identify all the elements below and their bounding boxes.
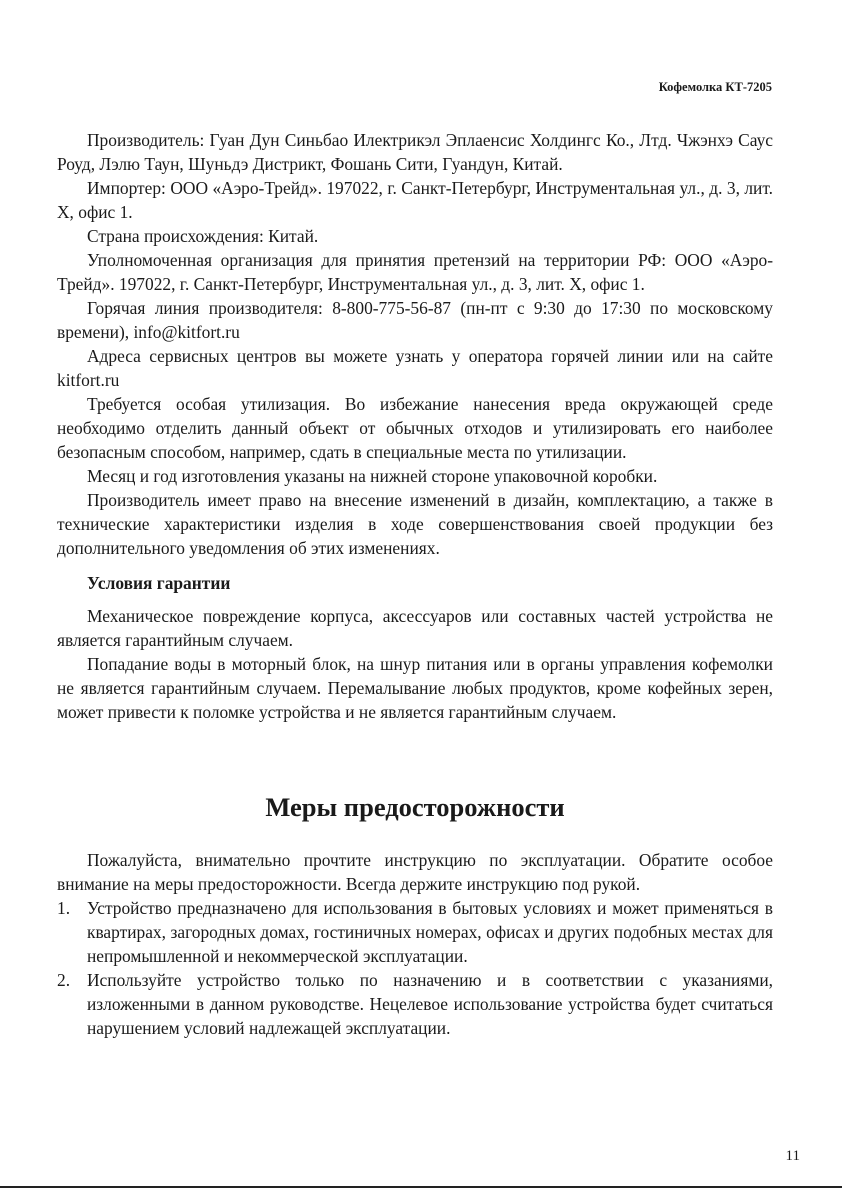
service-centers-paragraph: Адреса сервисных центров вы можете узнать у оператора горячей линии или на сайте kitfort.ru [57, 346, 773, 390]
list-item-number: 1. [57, 898, 71, 918]
safety-intro: Пожалуйста, внимательно прочтите инструкцию по эксплуатации. Обратите особое внимание на меры предосторожности. Всегда держите инструкцию под рукой. [57, 850, 773, 894]
manufacture-date-paragraph: Месяц и год изготовления указаны на нижней стороне упаковочной коробки. [87, 466, 658, 486]
list-item [57, 968, 773, 1040]
manufacturer-paragraph: Производитель: Гуан Дун Синьбао Илектрикэл Эплаенсис Холдингс Ко., Лтд. Чжэнхэ Саус Роуд, Лэлю Таун, Шуньдэ Дистрикт, Фошань Сити, Гуандун, Китай. [57, 130, 773, 174]
safety-title: Меры предосторожности [265, 792, 565, 822]
importer-paragraph: Импортер: ООО «Аэро-Трейд». 197022, г. Санкт-Петербург, Инструментальная ул., д. 3, лит. Х, офис 1. [57, 178, 773, 222]
running-header: Кофемолка КТ-7205 [658, 80, 772, 94]
hotline-paragraph: Горячая линия производителя: 8-800-775-56-87 (пн-пт с 9:30 до 17:30 по московскому времени), info@kitfort.ru [57, 298, 773, 342]
safety-list [57, 896, 773, 1040]
page-number: 11 [785, 1148, 800, 1164]
warranty-paragraph: Механическое повреждение корпуса, аксессуаров или составных частей устройства не является гарантийным случаем. [57, 606, 773, 650]
list-item-number: 2. [57, 970, 71, 990]
list-item-text: Устройство предназначено для использования в бытовых условиях и может применяться в квартирах, загородных домах, гостиничных номерах, офисах и других подобных местах для непромышленной и некоммерческой эксплуатации. [87, 898, 773, 966]
authorized-org-paragraph: Уполномоченная организация для принятия претензий на территории РФ: ООО «Аэро-Трейд». 197022, г. Санкт-Петербург, Инструментальная ул., д. 3, лит. Х, офис 1. [57, 250, 773, 294]
origin-paragraph: Страна происхождения: Китай. [87, 226, 319, 246]
warranty-paragraph: Попадание воды в моторный блок, на шнур питания или в органы управления кофемолки не является гарантийным случаем. Перемалывание любых продуктов, кроме кофейных зерен, может привести к поломке устройства и не является гарантийным случаем. [57, 654, 773, 722]
page-content [57, 128, 773, 1040]
bottom-divider [0, 1186, 842, 1188]
warranty-heading: Условия гарантии [87, 573, 231, 593]
list-item-text: Используйте устройство только по назначению и в соответствии с указаниями, изложенными в данном руководстве. Нецелевое использование устройства будет считаться нарушением условий надлежащей эксплуатации. [87, 970, 773, 1038]
list-item [57, 896, 773, 968]
changes-paragraph: Производитель имеет право на внесение изменений в дизайн, комплектацию, а также в технические характеристики изделия в ходе совершенствования своей продукции без дополнительного уведомления об этих изменениях. [57, 490, 773, 558]
disposal-paragraph: Требуется особая утилизация. Во избежание нанесения вреда окружающей среде необходимо отделить данный объект от обычных отходов и утилизировать его наиболее безопасным способом, например, сдать в специальные места по утилизации. [57, 394, 773, 462]
